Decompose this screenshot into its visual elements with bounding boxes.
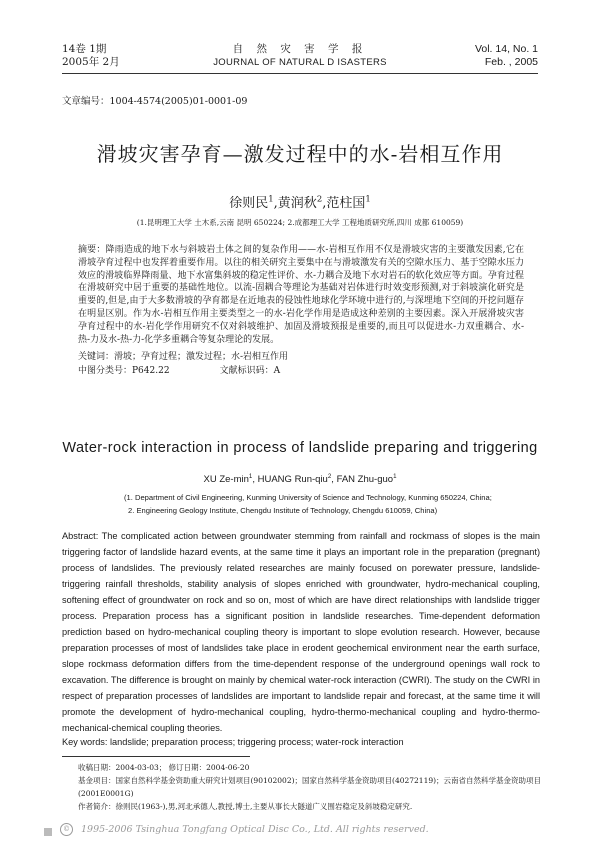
affiliation-2: 2. Engineering Geology Institute, Chengdu Institute of Technology, Chengdu 610059, China) [128,506,438,515]
title-cn: 滑坡灾害孕育—激发过程中的水-岩相互作用 [96,142,504,166]
footnote-funding: 基金项目：国家自然科学基金资助重大研究计划项目(90102002)；国家自然科学基金资助项目(40272119)；云南省自然科学基金资助项目(2001E0001G) [78,776,542,798]
author-sup: 1 [365,193,371,204]
keywords-cn: 关键词：滑坡；孕育过程；激发过程；水-岩相互作用 [78,352,289,362]
copyright-notice [60,823,429,836]
scan-artifact [44,828,52,836]
footnote-divider [62,756,250,757]
date-en: Feb. , 2005 [484,56,538,68]
footnotes [78,761,548,813]
abstract-en: Abstract: The complicated action between groundwater stemming from rainfall and rockmass of slopes is the main triggering factor of landslide hazard events, at the same time it plays an important role in the preparation (pregnant) process of landslides. The previously related researches are mainly focused on porewater pressure, landslide-triggering rainfall thresholds, stability analysis of slopes enriched with groundwater, hydro-mechanical coupling, softening effect of groundwater on rock and so on, most of which are have direct relationships with landslide trigger process. Preparation process has a significant position in landslide researches. Time-dependent deformation prediction based on hydro-mechanical coupling theory is important to slope evolution research. However, because preparation processes of most of landslides take place in erodent geochemical environment near the earth surface, slope rockmass deformation differs from the time-dependent response of the underground openings wall rock to excavation. The difference is brought on mainly by chemical water-rock interaction (CWRI). The study on the CWRI in respect of preparation processes of landslides are important to landslide repair and forecast, at the same time it will promote the development of hydro-mechanical coupling, hydro-thermo-mechanical coupling and hydro-thermo-mechanical-chemical coupling theories. [62,531,540,733]
authors-en: XU $Ze-\min^1$, HUANG Run-qiu$^2$, FAN Zhu-guo$^1$ [203,473,397,486]
classification-cn [78,363,280,376]
author-en: FAN Zhu-guo [336,474,394,486]
author-sup: 1 [268,193,274,204]
author-sup: 1 [248,473,253,480]
document-code: 文献标识码：A [219,366,281,376]
volume-en: Vol. 14, No. 1 [474,43,538,55]
author-sup: 2 [316,193,323,204]
author-cn: 范柱国 [326,196,366,211]
affiliations-cn: (1.昆明理工大学 土木系,云南 昆明 650224; 2.成都理工大学 工程地质研究所,四川 成都 610059) [136,218,464,227]
author-cn: 黄润秋 [277,196,317,211]
abstract-cn: 摘要：降雨造成的地下水与斜坡岩土体之间的复杂作用——水-岩相互作用不仅是滑坡灾害的主要激发因素,它在滑坡孕育过程中也发挥着重要作用。以往的相关研究主要集中在与滑坡激发有关的空隙水压力、基于空隙水压力效应的滑坡临界降雨量、地下水富集斜坡的稳定性评价、水-力耦合及地下水对岩石的软化效应等方面。孕育过程在滑坡研究中居于重要的基础性地位。以流-固耦合等理论为基础对岩体进行时效变形预测,对于斜坡演化研究是重要的,但是,由于大多数滑坡的孕育都是在近地表的侵蚀性地球化学环境中进行的,与深埋地下空间的开挖问题存在明显区别。作为水-岩相互作用主要类型之一的水-岩化学作用是造成这种差别的主要因素。深入开展滑坡灾害孕育过程中的水-岩化学作用研究不仅对斜坡维护、加固及滑坡预报是重要的,而且可以促进水-力双重耦合、水-热-力及水-热-力-化学多重耦合等复杂理论的发展。 [78,245,524,345]
journal-name-cn: 自 然 灾 害 学 报 [232,43,368,55]
affiliations-en [124,491,544,517]
footnote-received: 收稿日期：2004-03-03； 修订日期：2004-06-20 [78,763,250,772]
footnote-author-bio: 作者简介：徐则民(1963-),男,河北承德人,教授,博士,主要从事长大隧道广义围岩稳定及斜坡稳定研究. [78,802,413,811]
volume-cn: 14卷 1期 [62,43,107,55]
title-en: Water-rock interaction in process of landslide preparing and triggering [62,440,538,456]
date-cn: 2005年 2月 [62,56,120,68]
authors-cn: 徐则民$^1$,黄润秋$^2$,范柱国$^1$ [229,193,371,211]
author-sup: 2 [327,473,332,480]
journal-issue-en [475,43,538,69]
copyright-text: 1995-2006 Tsinghua Tongfang Optical Disc Co., Ltd. All rights reserved. [81,824,429,835]
keywords-en: Key words: landslide; preparation process; triggering process; water-rock interaction [62,737,404,747]
author-en: XU Ze-min [203,474,249,486]
author-cn: 徐则民 [229,196,269,211]
copyright-icon: © [60,823,73,836]
header-divider [62,73,538,74]
class-number: 中图分类号：P642.22 [78,366,170,376]
article-number: 文章编号：1004-4574(2005)01-0001-09 [62,96,248,107]
author-sup: 1 [393,473,397,480]
author-en: HUANG Run-qiu [257,474,328,486]
affiliation-1: (1. Department of Civil Engineering, Kunming University of Science and Technology, Kunming 650224, China; [124,493,492,502]
journal-name-en: JOURNAL OF NATURAL D ISASTERS [213,57,387,68]
